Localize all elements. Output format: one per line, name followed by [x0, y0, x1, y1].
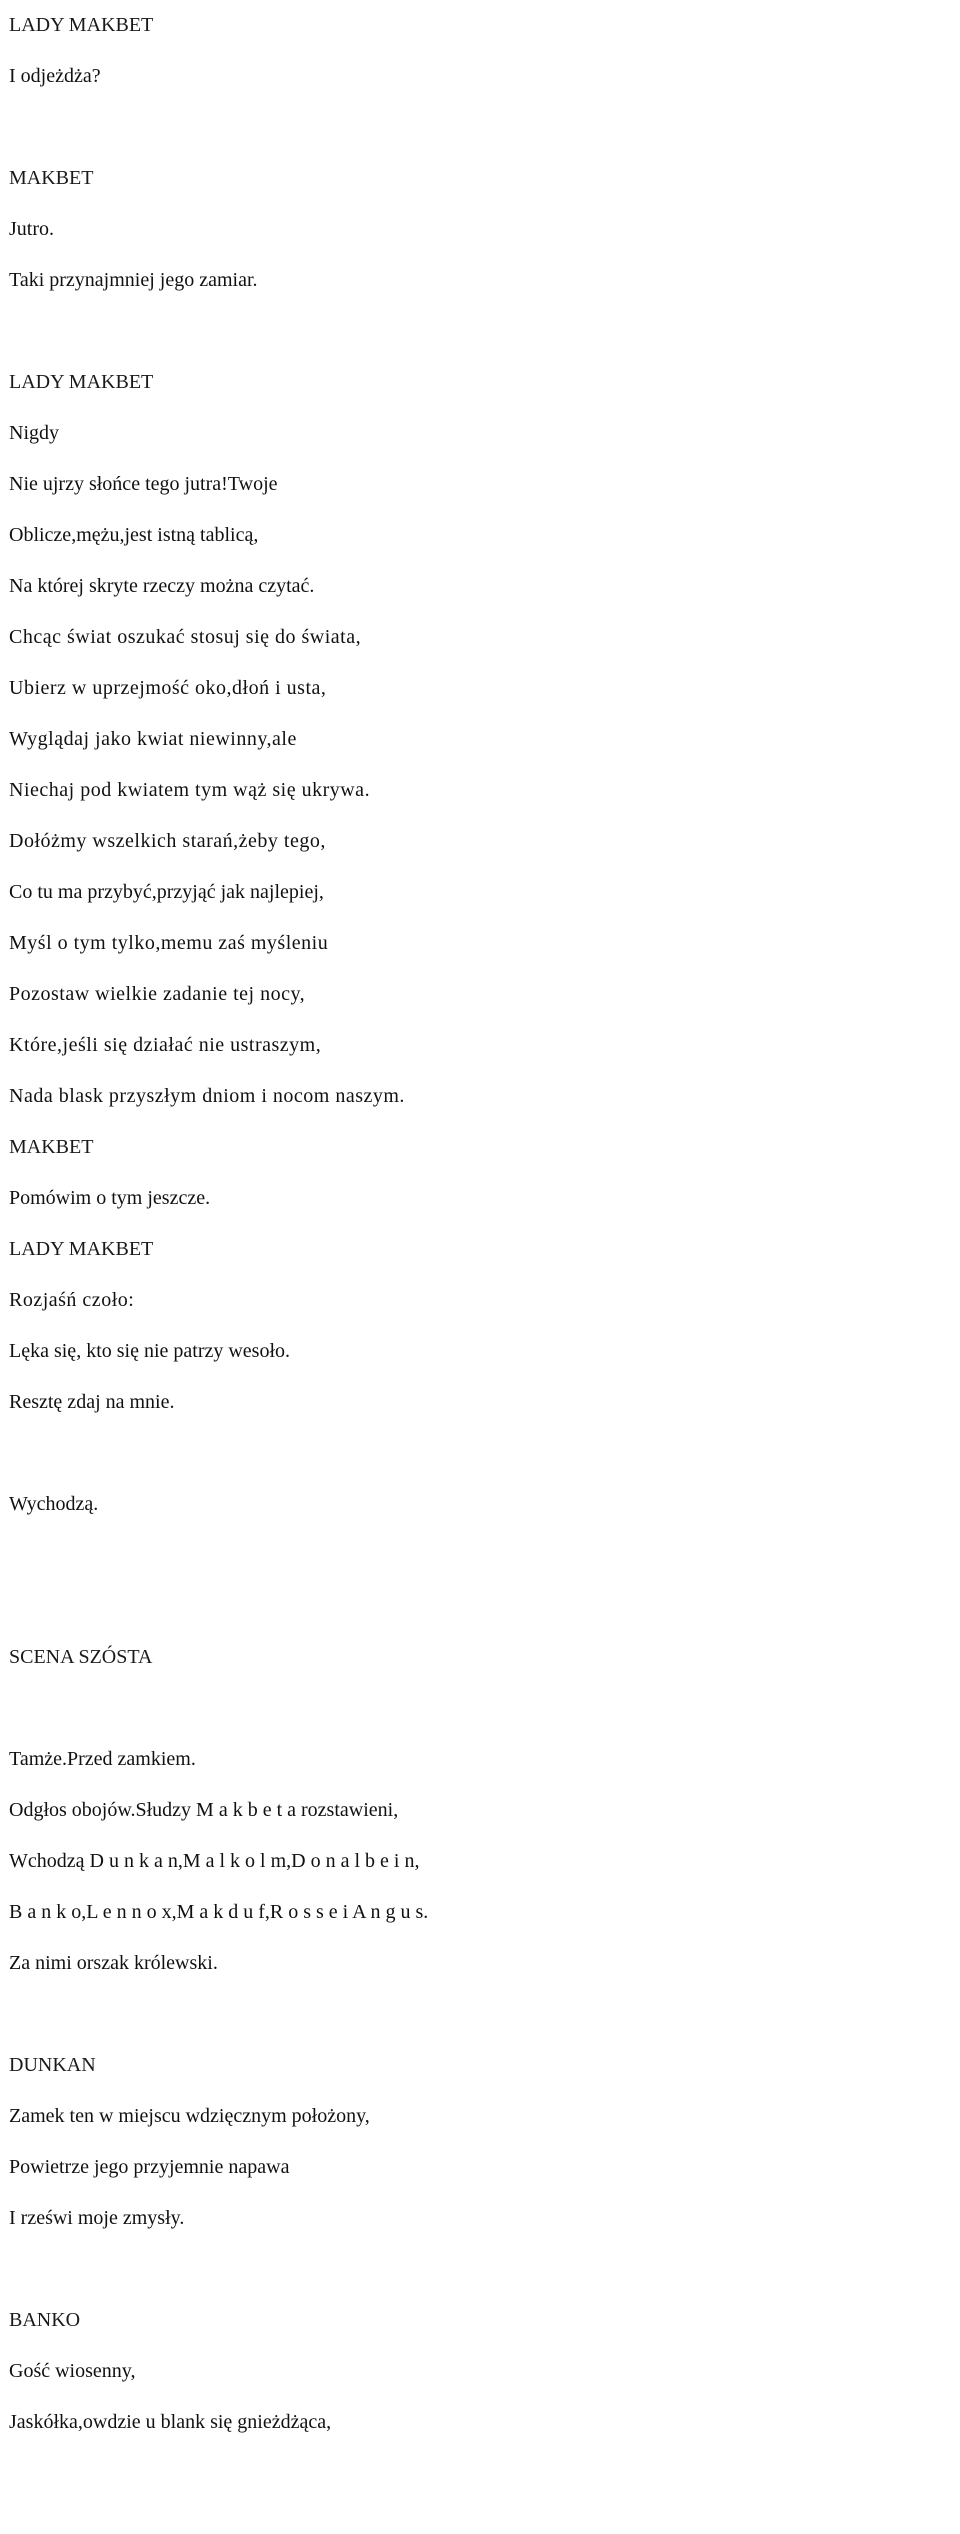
blank-line	[9, 1989, 957, 2040]
dialogue-line: Ubierz w uprzejmość oko,dłoń i usta,	[9, 677, 327, 699]
dialogue-line: Niechaj pod kwiatem tym wąż się ukrywa.	[9, 779, 371, 801]
speaker-lady-makbet: LADY MAKBET	[9, 14, 154, 36]
dialogue-line: Jaskółka,owdzie u blank się gnieżdżąca,	[9, 2411, 332, 2433]
speaker-banko: BANKO	[9, 2309, 81, 2331]
dialogue-line: Myśl o tym tylko,memu zaś myśleniu	[9, 932, 329, 954]
dialogue-line: Co tu ma przybyć,przyjąć jak najlepiej,	[9, 881, 324, 903]
blank-line	[9, 102, 957, 153]
dialogue-line: Które,jeśli się działać nie ustraszym,	[9, 1034, 322, 1056]
stage-direction: B a n k o,L e n n o x,M a k d u f,R o s s e i A n g u s.	[9, 1901, 429, 1923]
dialogue-line: Nigdy	[9, 422, 59, 444]
dialogue-line: Nada blask przyszłym dniom i nocom naszym.	[9, 1085, 405, 1107]
dialogue-line: I odjeżdża?	[9, 65, 101, 87]
stage-direction: Wychodzą.	[9, 1493, 99, 1515]
speaker-lady-makbet: LADY MAKBET	[9, 1238, 154, 1260]
scene-heading: SCENA SZÓSTA	[9, 1646, 153, 1668]
speaker-lady-makbet: LADY MAKBET	[9, 371, 154, 393]
dialogue-line: Resztę zdaj na mnie.	[9, 1391, 175, 1413]
dialogue-line: Oblicze,mężu,jest istną tablicą,	[9, 524, 259, 546]
dialogue-line: Zamek ten w miejscu wdzięcznym położony,	[9, 2105, 370, 2127]
dialogue-line: Pomówim o tym jeszcze.	[9, 1187, 211, 1209]
dialogue-line: I rześwi moje zmysły.	[9, 2207, 185, 2229]
stage-direction: Wchodzą D u n k a n,M a l k o l m,D o n a l b e i n,	[9, 1850, 420, 1872]
dialogue-line: Na której skryte rzeczy można czytać.	[9, 575, 315, 597]
dialogue-line: Pozostaw wielkie zadanie tej nocy,	[9, 983, 306, 1005]
dialogue-line: Rozjaśń czoło:	[9, 1289, 135, 1311]
blank-line	[9, 1530, 957, 1581]
dialogue-line: Powietrze jego przyjemnie napawa	[9, 2156, 290, 2178]
dialogue-line: Chcąc świat oszukać stosuj się do świata,	[9, 626, 362, 648]
dialogue-line: Nie ujrzy słońce tego jutra!Twoje	[9, 473, 278, 495]
dialogue-line: Lęka się, kto się nie patrzy wesoło.	[9, 1340, 291, 1362]
blank-line	[9, 306, 957, 357]
dialogue-line: Jutro.	[9, 218, 54, 240]
document-page	[9, 0, 957, 2448]
blank-line	[9, 1683, 957, 1734]
dialogue-line: Taki przynajmniej jego zamiar.	[9, 269, 258, 291]
dialogue-line: Gość wiosenny,	[9, 2360, 136, 2382]
speaker-makbet: MAKBET	[9, 167, 94, 189]
dialogue-line: Wyglądaj jako kwiat niewinny,ale	[9, 728, 297, 750]
stage-direction: Za nimi orszak królewski.	[9, 1952, 218, 1974]
blank-line	[9, 2244, 957, 2295]
stage-direction: Odgłos obojów.Słudzy M a k b e t a rozstawieni,	[9, 1799, 399, 1821]
blank-line	[9, 1581, 957, 1632]
speaker-makbet: MAKBET	[9, 1136, 94, 1158]
blank-line	[9, 1428, 957, 1479]
speaker-dunkan: DUNKAN	[9, 2054, 96, 2076]
stage-direction: Tamże.Przed zamkiem.	[9, 1748, 196, 1770]
dialogue-line: Dołóżmy wszelkich starań,żeby tego,	[9, 830, 326, 852]
